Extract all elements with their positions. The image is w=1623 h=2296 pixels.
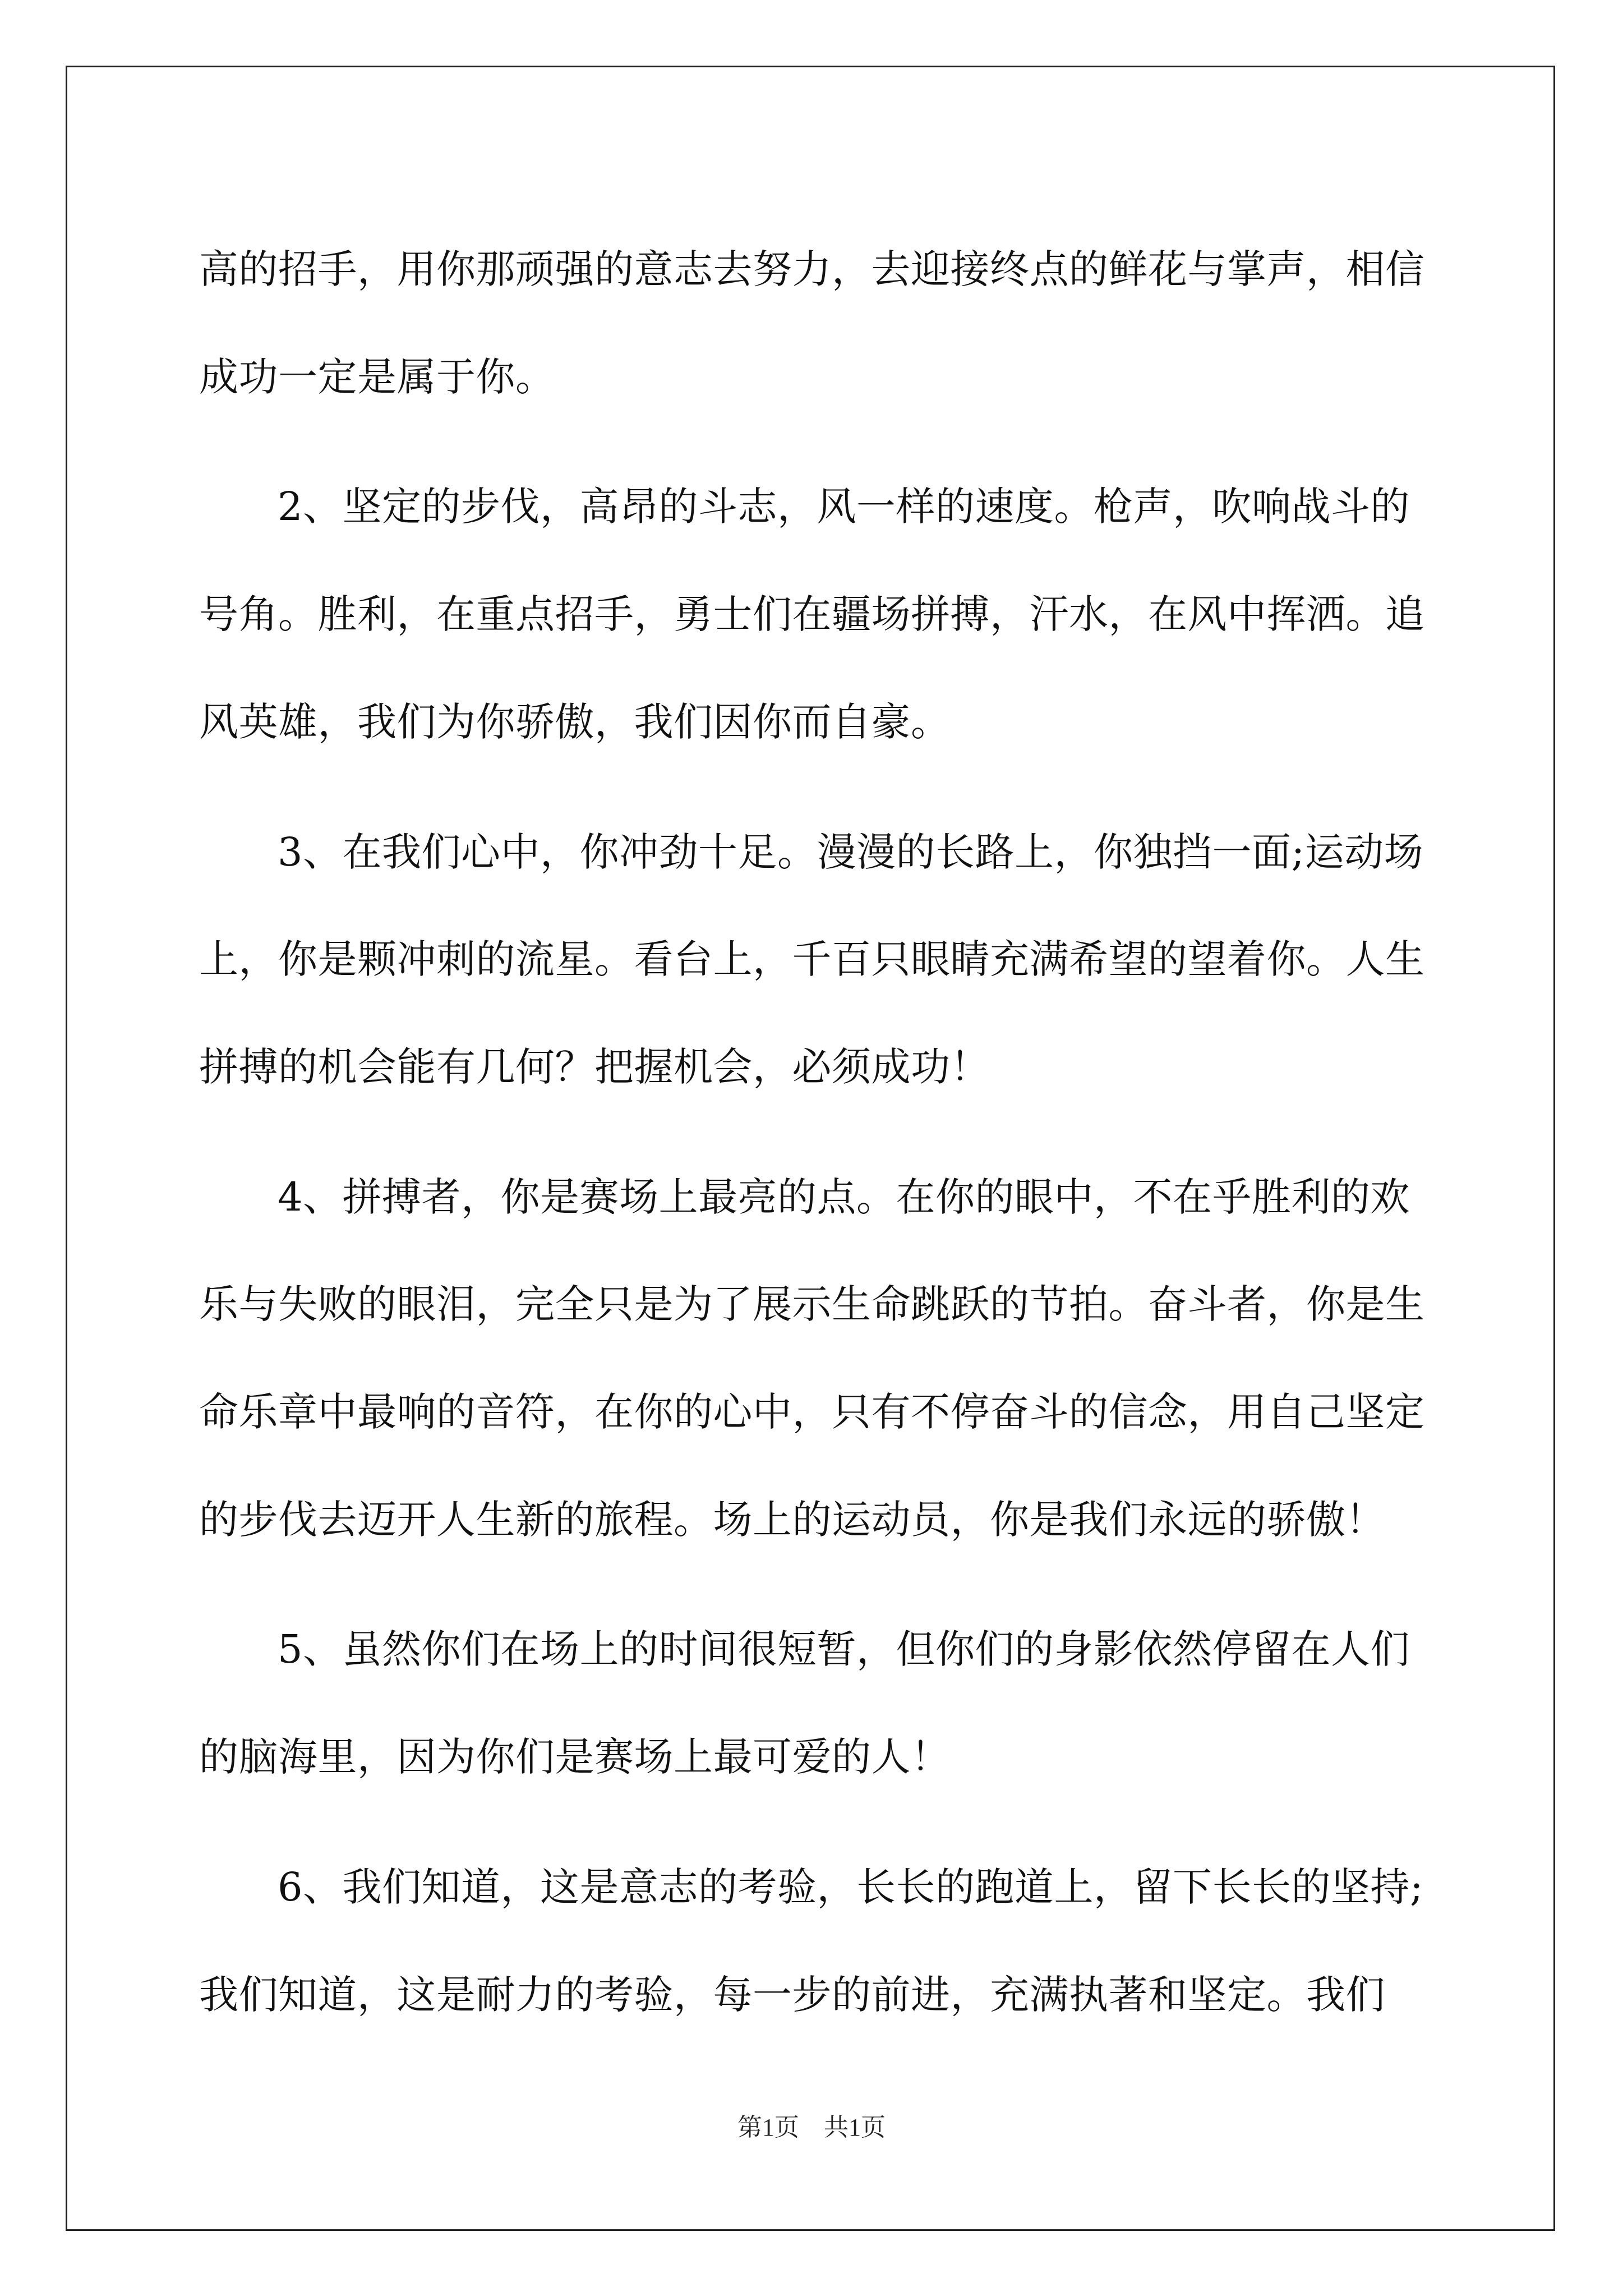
paragraph-item-3: 3、在我们心中，你冲劲十足。漫漫的长路上，你独挡一面;运动场上，你是颗冲刺的流星。看台上，千百只眼睛充满希望的望着你。人生拼搏的机会能有几何？把握机会，必须成功！	[199, 829, 1425, 1090]
paragraph-item-4: 4、拼搏者，你是赛场上最亮的点。在你的眼中，不在乎胜利的欢乐与失败的眼泪，完全只是为了展示生命跳跃的节拍。奋斗者，你是生命乐章中最响的音符，在你的心中，只有不停奋斗的信念，用自己坚定的步伐去迈开人生新的旅程。场上的运动员，你是我们永远的骄傲！	[199, 1174, 1425, 1543]
document-body	[199, 216, 1427, 2071]
paragraph-item-6: 6、我们知道，这是意志的考验，长长的跑道上，留下长长的坚持;我们知道，这是耐力的考验，每一步的前进，充满执著和坚定。我们	[199, 1864, 1424, 2018]
paragraph-continuation: 高的招手，用你那顽强的意志去努力，去迎接终点的鲜花与掌声，相信成功一定是属于你。	[199, 246, 1425, 400]
page-number-footer: 第1页 共1页	[737, 2114, 886, 2141]
paragraph-item-5: 5、虽然你们在场上的时间很短暂，但你们的身影依然停留在人们的脑海里，因为你们是赛场上最可爱的人！	[199, 1626, 1410, 1780]
paragraph-item-2: 2、坚定的步伐，高昂的斗志，风一样的速度。枪声，吹响战斗的号角。胜利，在重点招手，勇士们在疆场拼搏，汗水，在风中挥洒。追风英雄，我们为你骄傲，我们因你而自豪。	[199, 484, 1425, 745]
